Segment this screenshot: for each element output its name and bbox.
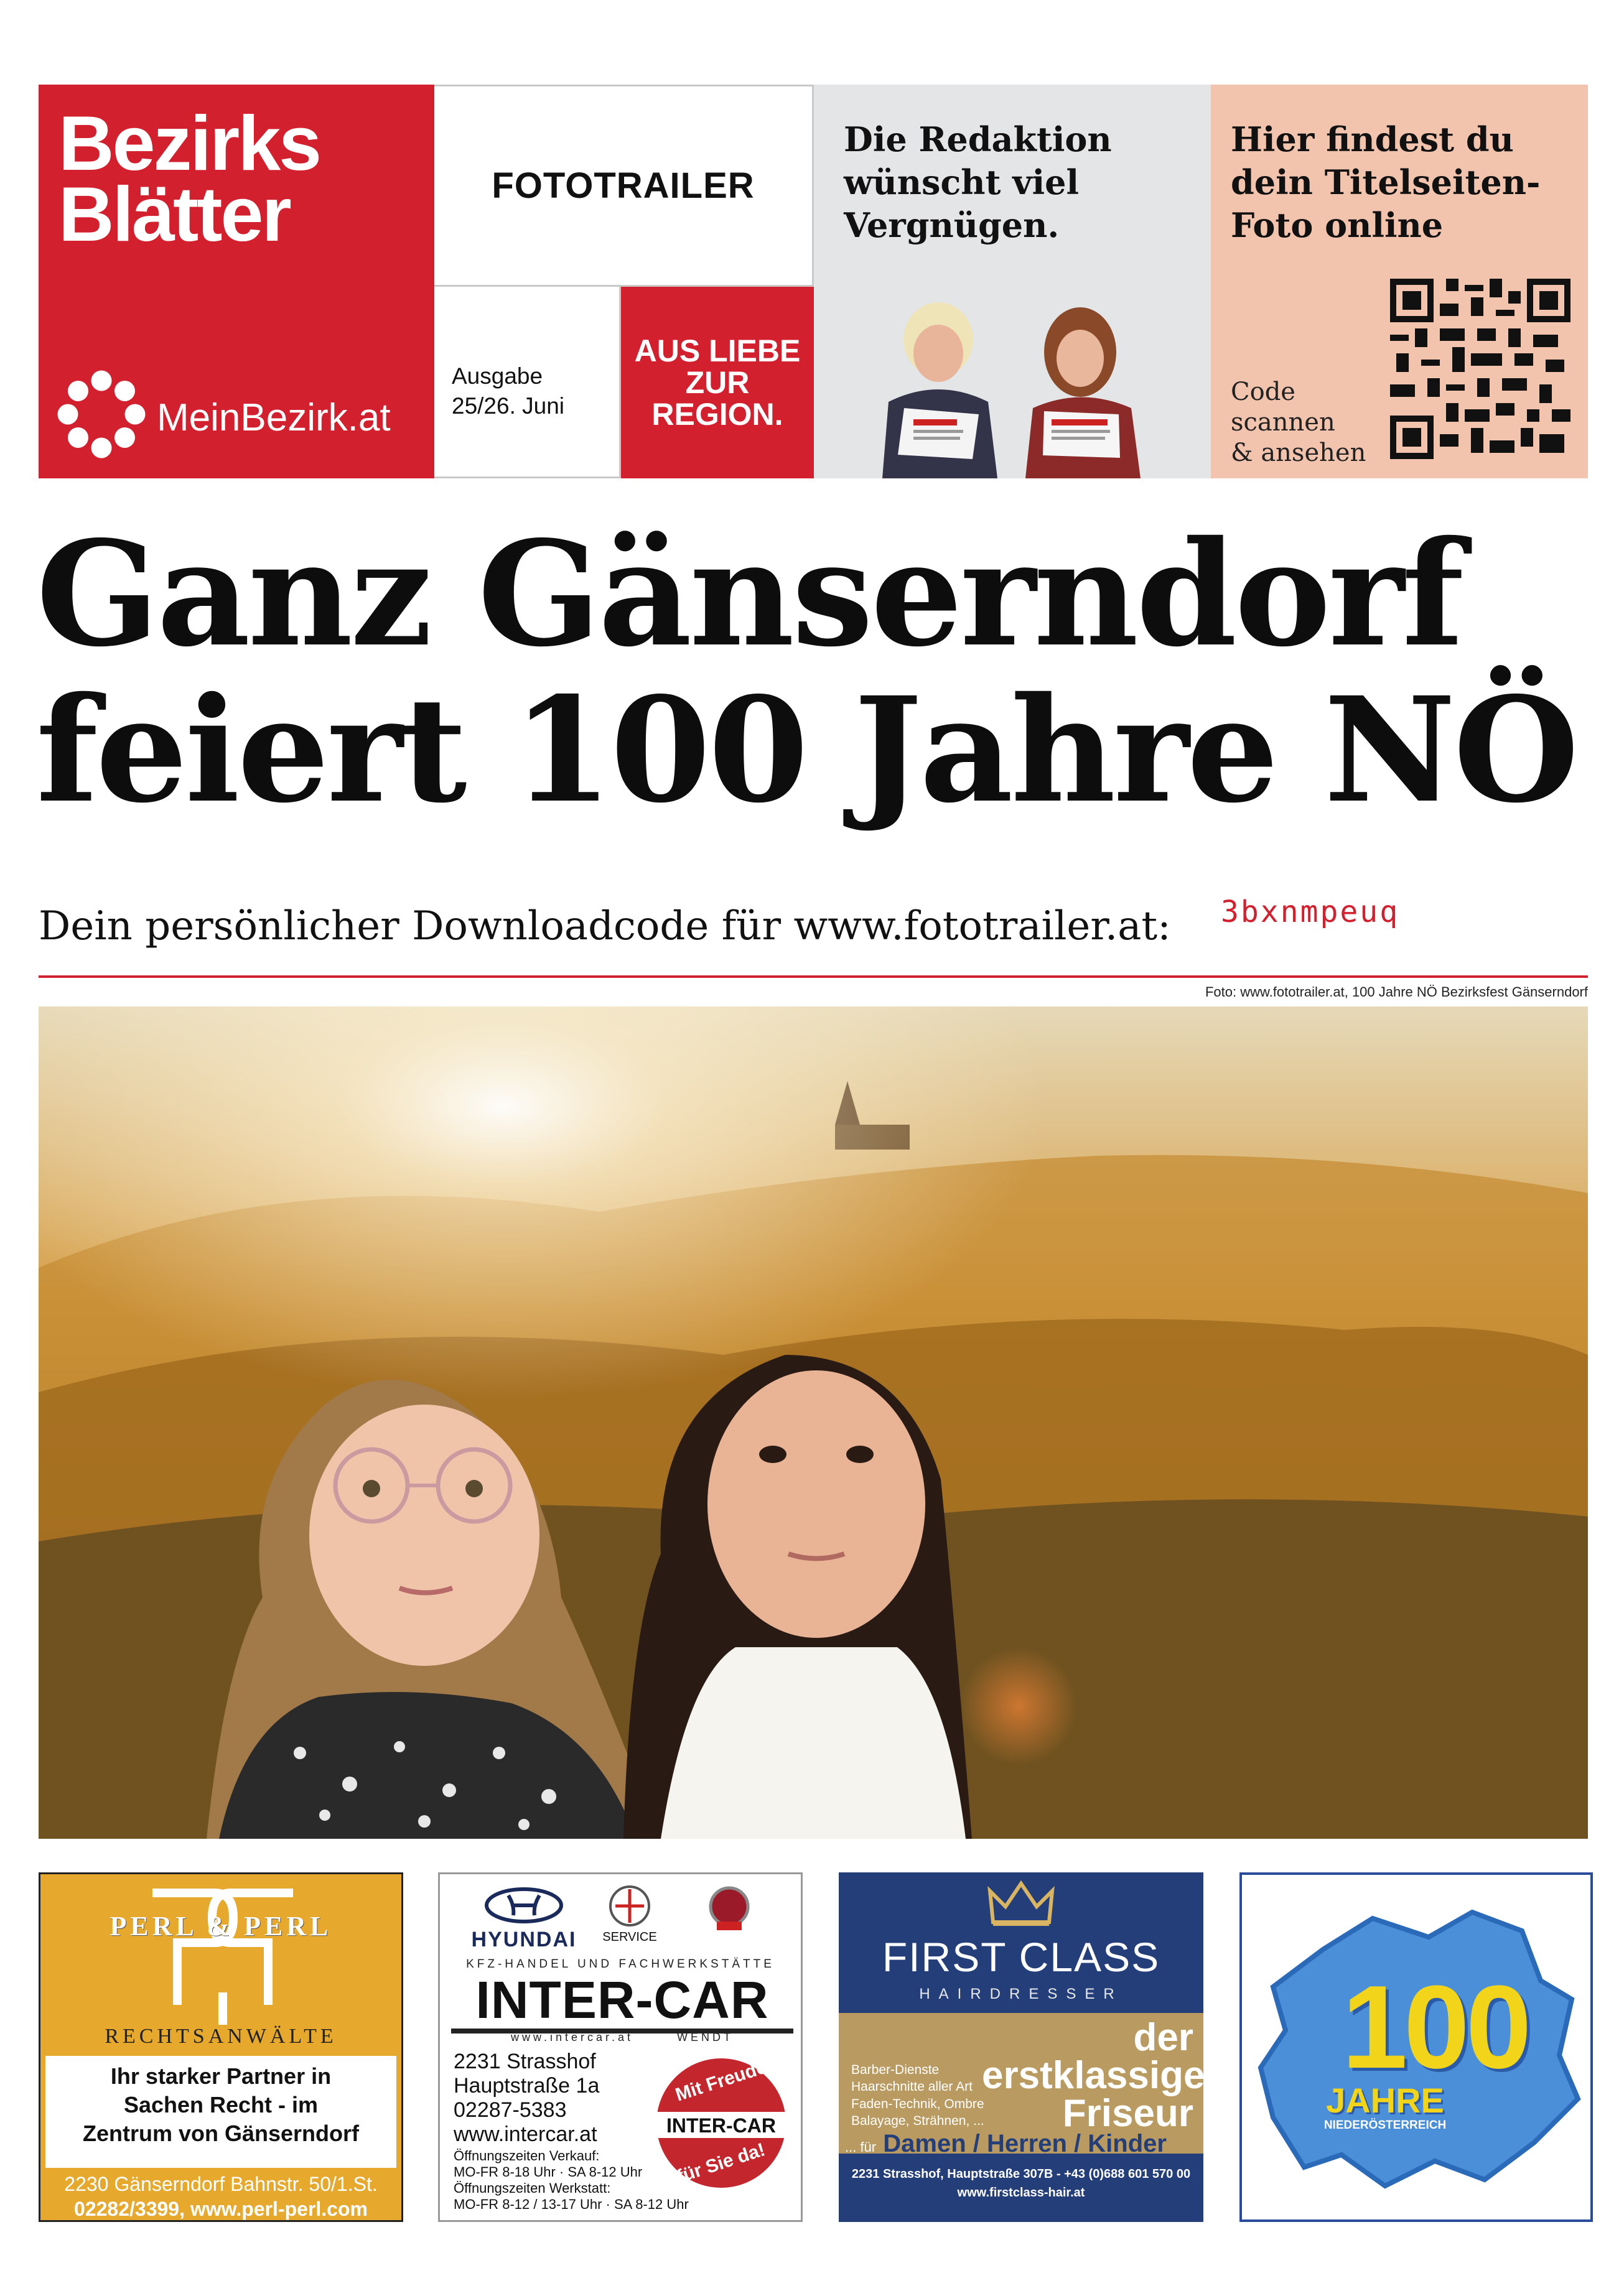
issue-date: 25/26. Juni <box>452 393 565 419</box>
badge-mid-text: INTER-CAR <box>666 2114 776 2137</box>
intercar-web-small: www.intercar.at WENDT <box>510 2031 734 2043</box>
download-code: 3bxnmpeuq <box>1221 895 1400 929</box>
qr-code-icon[interactable] <box>1390 279 1570 459</box>
firstclass-slogan: der erstklassige Friseur <box>982 2016 1205 2135</box>
intercar-logo: INTER-CAR <box>451 1974 793 2033</box>
firstclass-panel <box>839 2013 1205 2157</box>
fiat-logo-icon <box>704 1884 754 1934</box>
jubilee-word: JAHRE <box>1326 2081 1444 2120</box>
jubilee-number: 100 <box>1342 1961 1528 2093</box>
titelseite-online-box <box>1211 85 1588 478</box>
issue-label: Ausgabe <box>452 363 543 389</box>
brand-title: Bezirks Blätter <box>58 101 320 258</box>
headline <box>36 509 1592 835</box>
crown-icon <box>987 1879 1055 1928</box>
perl-subtitle: RECHTSANWÄLTE <box>40 2025 401 2048</box>
ad-100-jahre-noe[interactable] <box>1239 1872 1593 2222</box>
issue-info <box>434 287 621 478</box>
perl-name: PERL & PERL <box>110 1911 332 1941</box>
intercar-wendt: WENDT <box>677 2031 734 2043</box>
meinbezirk-text: MeinBezirk.at <box>157 396 391 439</box>
alfa-romeo-logo-icon <box>608 1884 651 1928</box>
hyundai-logo-icon <box>477 1887 571 1924</box>
firstclass-services: Barber-Dienste Haarschnitte aller Art Faden-Technik, Ombre Balayage, Strähnen, ... <box>851 2063 984 2128</box>
redaktion-text: Die Redaktion wünscht viel Vergnügen. <box>844 119 1112 246</box>
aus-liebe-zur-region-badge: AUS LIEBE ZUR REGION. <box>621 287 814 478</box>
badge-bottom-text: für Sie da! <box>674 2139 768 2187</box>
fototrailer-label: FOTOTRAILER <box>434 85 814 287</box>
intercar-subtitle: KFZ-HANDEL UND FACHWERKSTÄTTE <box>466 1958 775 1971</box>
photo-credit: Foto: www.fototrailer.at, 100 Jahre NÖ Bezirksfest Gänserndorf <box>1205 984 1588 1000</box>
redaktion-greeting <box>814 85 1211 478</box>
firstclass-title: FIRST CLASS <box>882 1934 1160 1980</box>
intercar-address: 2231 Strasshof Hauptstraße 1a 02287-5383 www.intercar.at <box>454 2050 600 2147</box>
firstclass-contact: 2231 Strasshof, Hauptstraße 307B - +43 (0)688 601 570 00 www.firstclass-hair.at <box>851 2167 1191 2200</box>
service-text: SERVICE <box>602 1930 657 1944</box>
intercar-hours: Öffnungszeiten Verkauf: MO-FR 8-18 Uhr · SA 8-12 Uhr Öffnungszeiten Werkstatt: MO-FR 8-12 / 13-17 Uhr · SA 8-12 Uhr <box>454 2148 689 2212</box>
headline-line-1: Ganz Gänserndorf <box>36 509 1462 679</box>
firstclass-audience: ... für Damen / Herren / Kinder <box>845 2130 1167 2157</box>
editor-photo-right <box>1013 302 1150 478</box>
perl-logo-icon <box>140 1880 306 2030</box>
ad-first-class[interactable] <box>839 1872 1203 2222</box>
ad-inter-car[interactable] <box>438 1872 803 2222</box>
download-label: Dein persönlicher Downloadcode für www.fototrailer.at: <box>39 903 1171 949</box>
perl-slogan: Ihr starker Partner in Sachen Recht - im Zentrum von Gänserndorf <box>45 2056 396 2168</box>
titelseite-text: Hier findest du dein Titelseiten- Foto online <box>1231 119 1541 246</box>
intercar-brand-logos <box>440 1883 801 1958</box>
badge-top-text: Mit Freude <box>673 2057 770 2106</box>
perl-contact: 2230 Gänserndorf Bahnstr. 50/1.St. 02282/3399, www.perl-perl.com <box>64 2173 378 2220</box>
editor-photo-left <box>870 296 1007 478</box>
bezirksblaetter-logo-block <box>39 85 434 478</box>
jubilee-region: NIEDERÖSTERREICH <box>1323 2119 1447 2132</box>
ad-perl-perl[interactable] <box>39 1872 403 2222</box>
intercar-badge <box>653 2055 790 2191</box>
scan-instructions: Code scannen & ansehen <box>1231 378 1366 467</box>
firstclass-subtitle: HAIRDRESSER <box>919 1986 1123 2002</box>
cover-photo <box>39 1006 1588 1839</box>
headline-line-2: feiert 100 Jahre NÖ <box>36 664 1577 835</box>
divider-line <box>39 975 1588 978</box>
meinbezirk-flower-icon <box>55 368 148 461</box>
hyundai-text: HYUNDAI <box>471 1928 577 1951</box>
